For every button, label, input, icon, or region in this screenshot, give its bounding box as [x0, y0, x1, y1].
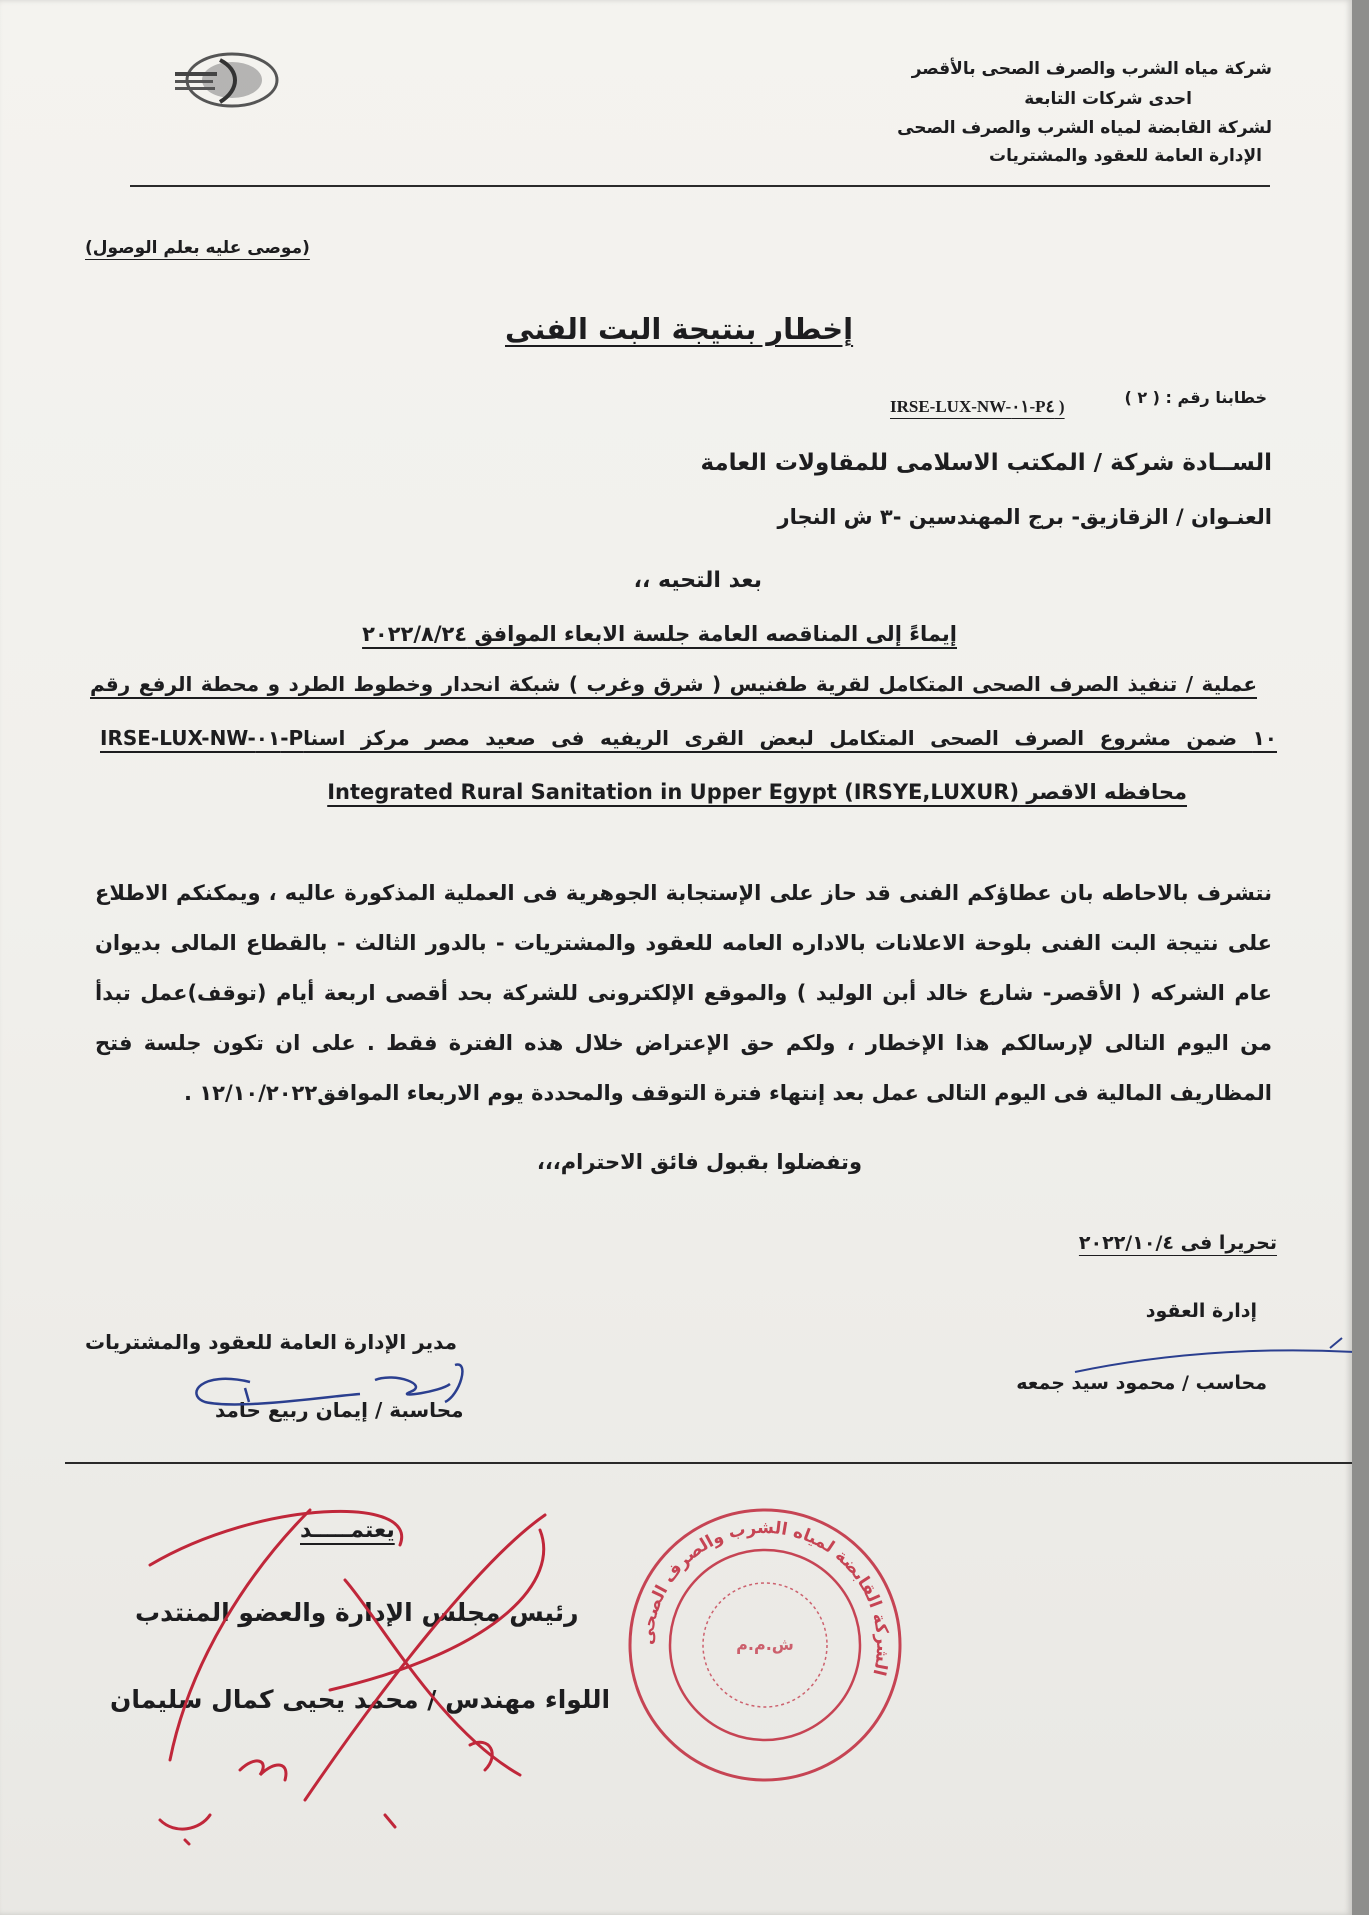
accountant-manager: محاسبة / إيمان ربيع حامد [215, 1398, 464, 1422]
chairman-name: اللواء مهندس / محمد يحيى كمال سليمان [110, 1685, 611, 1714]
seal-text: الشركة القابضة لمياه الشرب والصرف الصحى [637, 1517, 893, 1678]
issue-date: تحريرا فى ٢٠٢٢/١٠/٤ [1078, 1232, 1277, 1254]
subject-operation: عملية / تنفيذ الصرف الصحى المتكامل لقرية طفنيس ( شرق وغرب ) شبكة انحدار وخطوط الطرد و محطة الرفع رقم [90, 672, 1257, 696]
registered-mail-note: (موصى عليه بعلم الوصول) [85, 238, 310, 258]
contracts-department: إدارة العقود [1145, 1300, 1257, 1322]
subject-project: IRSE-LUX-NW-٠١-P١٠ ضمن مشروع الصرف الصحى المتكامل لبعض القرى الريفيه فى صعيد مصر مركز اسنا [100, 726, 1277, 750]
header-holding: لشركة القابضة لمياه الشرب والصرف الصحى [897, 118, 1272, 138]
closing-line: وتفضلوا بقبول فائق الاحترام،،، [536, 1150, 862, 1174]
company-seal-icon [620, 1500, 910, 1790]
header-company: شركة مياه الشرب والصرف الصحى بالأقصر [911, 59, 1272, 79]
general-manager-title: مدير الإدارة العامة للعقود والمشتريات [85, 1330, 458, 1354]
body-paragraph: نتشرف بالاحاطه بان عطاؤكم الفنى قد حاز على الإستجابة الجوهرية فى العملية المذكورة عاليه ، ويمكنكم الاطلاع على نتيجة البت الفنى بلوحة الاعلانات بالاداره العامه للعقود والمشتريات - بالدور الثالث - بالقطاع المالى بديوان عام الشركه ( الأقصر- شارع خالد أبن الوليد ) والموقع الإلكترونى للشركة بحد أقصى اربعة أيام (توقف)عمل تبدأ من اليوم التالى لإرسالكم هذا الإخطار ، ولكم حق الإعتراض خلال هذه الفترة فقط . على ان تكون جلسة فتح المظاريف المالية فى اليوم التالى عمل بعد إنتهاء فترة التوقف والمحددة يوم الاربعاء الموافق١٢/١٠/٢٠٢٢ . [95, 881, 1272, 1105]
header-affiliate: احدى شركات التابعة [1024, 89, 1192, 109]
reference-label: خطابنا رقم : ( ٢ ) [1124, 388, 1267, 407]
reference-code: IRSE-LUX-NW-٠١-P٤ ) [890, 397, 1065, 416]
approval-label: يعتمـــــد [300, 1518, 395, 1543]
addressee: الســادة شركة / المكتب الاسلامى للمقاولات العامة [700, 450, 1272, 476]
signature-divider [65, 1462, 1352, 1464]
page-title: إخطار بنتيجة البت الفنى [505, 312, 854, 346]
address: العنـوان / الزقازيق- برج المهندسين -٣ ش النجار [777, 505, 1272, 529]
greeting: بعد التحيه ،، [633, 568, 762, 593]
svg-text:ش.م.م: ش.م.م [736, 1635, 794, 1654]
header-divider [130, 185, 1270, 187]
accountant-contracts: محاسب / محمود سيد جمعه [1016, 1372, 1267, 1394]
chairman-title: رئيس مجلس الإدارة والعضو المنتدب [135, 1598, 579, 1627]
accountant-signature-icon [1075, 1338, 1352, 1372]
chairman-signature-icon [150, 1510, 545, 1844]
header-department: الإدارة العامة للعقود والمشتريات [988, 146, 1262, 166]
company-logo-icon [170, 50, 280, 112]
subject-governorate: محافظه الاقصر Integrated Rural Sanitation in Upper Egypt (IRSYE,LUXUR) [327, 780, 1187, 804]
subject-tender-session: إيماءً إلى المناقصه العامة جلسة الابعاء الموافق ٢٠٢٢/٨/٢٤ [362, 622, 957, 646]
